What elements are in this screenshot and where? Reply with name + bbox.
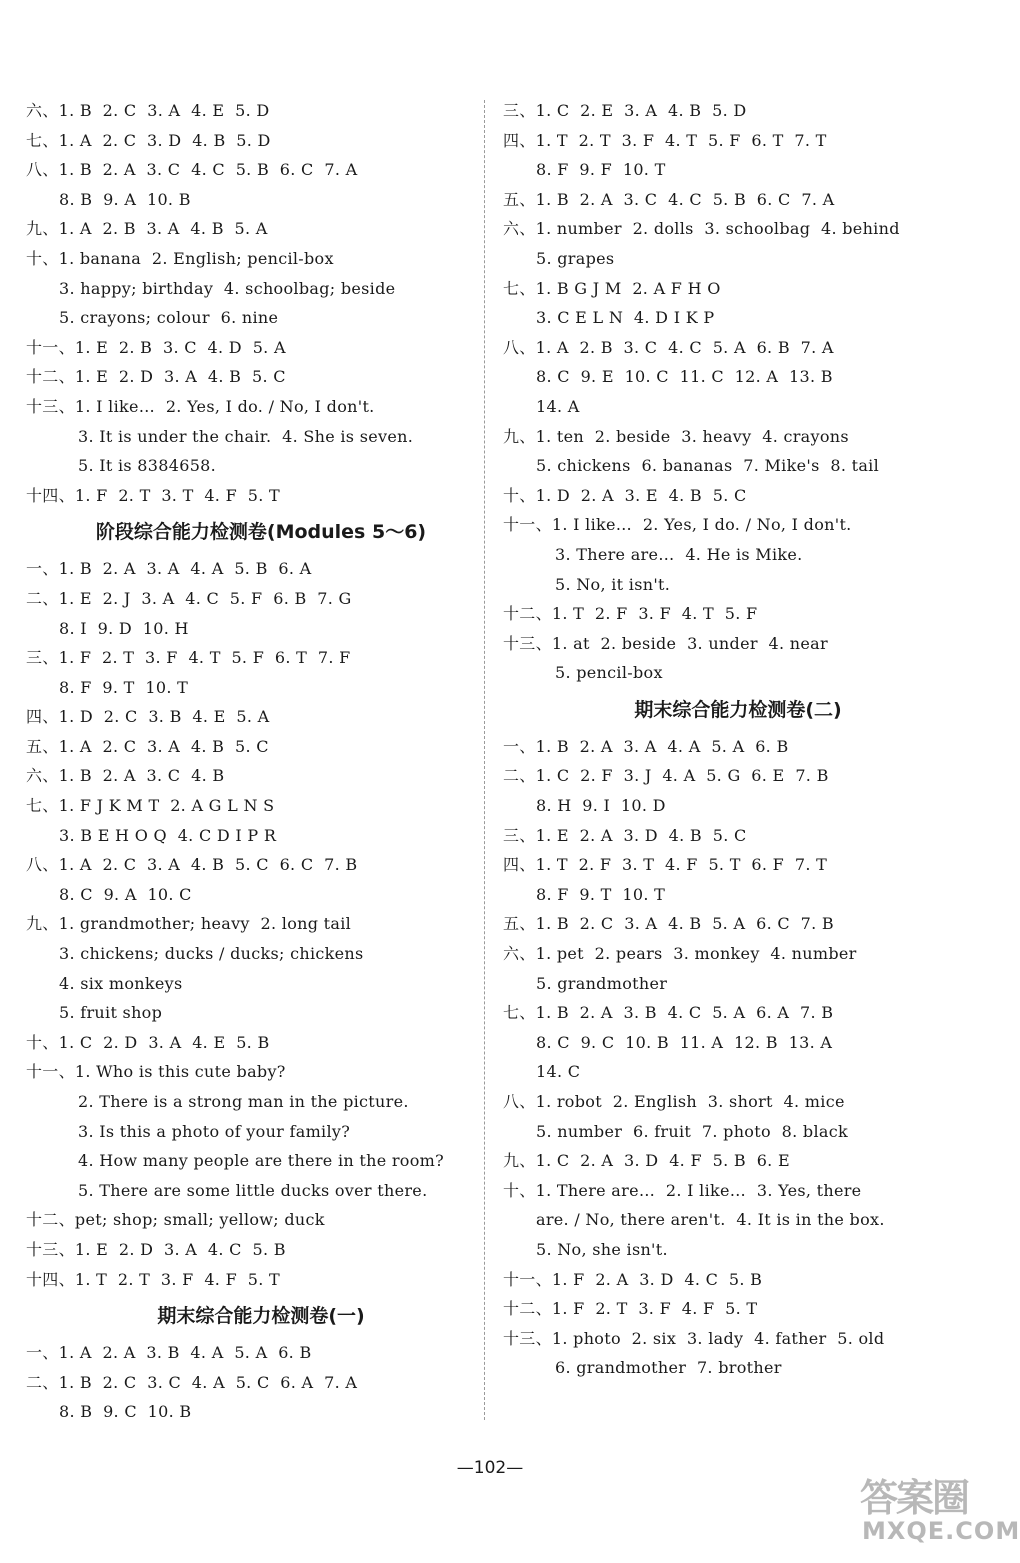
answer-line: 七、1. B 2. A 3. B 4. C 5. A 6. A 7. B — [503, 1003, 834, 1023]
answer-line: 5. grapes — [536, 248, 615, 268]
answer-line: 六、1. B 2. A 3. C 4. B — [26, 766, 225, 786]
answer-line: 8. B 9. A 10. B — [59, 189, 191, 209]
answer-line: 八、1. robot 2. English 3. short 4. mice — [503, 1092, 845, 1111]
answer-line: 三、1. F 2. T 3. F 4. T 5. F 6. T 7. F — [26, 648, 351, 668]
answer-line: 四、1. T 2. T 3. F 4. T 5. F 6. T 7. T — [503, 130, 827, 150]
answer-line: 14. A — [536, 396, 580, 416]
watermark-main-text: 答案圈 — [860, 1476, 969, 1520]
answer-line: 四、1. D 2. C 3. B 4. E 5. A — [26, 707, 270, 727]
answer-line: 8. I 9. D 10. H — [59, 618, 189, 638]
answer-line: 十一、1. F 2. A 3. D 4. C 5. B — [503, 1269, 763, 1289]
answer-line: 3. happy; birthday 4. schoolbag; beside — [59, 278, 396, 298]
answer-line: 十一、1. Who is this cute baby? — [26, 1062, 286, 1082]
answer-line: 十三、1. E 2. D 3. A 4. C 5. B — [26, 1239, 286, 1259]
answer-line: 5. pencil-box — [555, 663, 663, 683]
answer-line: 一、1. B 2. A 3. A 4. A 5. A 6. B — [503, 736, 789, 756]
answer-line: 六、1. number 2. dolls 3. schoolbag 4. behind — [503, 219, 900, 239]
page-number: —102— — [456, 1458, 524, 1478]
answer-line: 二、1. E 2. J 3. A 4. C 5. F 6. B 7. G — [26, 588, 352, 608]
answer-line: 十、1. banana 2. English; pencil-box — [26, 248, 334, 268]
answer-line: 十、1. D 2. A 3. E 4. B 5. C — [503, 485, 747, 505]
answer-line: 八、1. A 2. B 3. C 4. C 5. A 6. B 7. A — [503, 337, 834, 357]
answer-line: 七、1. F J K M T 2. A G L N S — [26, 796, 275, 816]
answer-line: 三、1. E 2. A 3. D 4. B 5. C — [503, 825, 747, 845]
answer-line: 六、1. pet 2. pears 3. monkey 4. number — [503, 944, 857, 964]
answer-line: 一、1. B 2. A 3. A 4. A 5. B 6. A — [26, 559, 312, 579]
section-heading: 期末综合能力检测卷(一) — [157, 1305, 365, 1328]
answer-line: 十、1. There are… 2. I like… 3. Yes, there — [503, 1180, 862, 1200]
answer-line: 六、1. B 2. C 3. A 4. E 5. D — [26, 101, 270, 120]
answer-line: 5. grandmother — [536, 973, 668, 993]
answer-line: 十四、1. F 2. T 3. T 4. F 5. T — [26, 485, 280, 505]
answer-line: 十二、1. F 2. T 3. F 4. F 5. T — [503, 1299, 758, 1319]
answer-line: 九、1. ten 2. beside 3. heavy 4. crayons — [503, 426, 849, 446]
answer-line: 七、1. A 2. C 3. D 4. B 5. D — [26, 130, 271, 150]
answer-line: 4. How many people are there in the room? — [78, 1151, 445, 1171]
answer-line: 5. There are some little ducks over there. — [78, 1180, 428, 1200]
column-divider — [484, 100, 485, 1420]
answer-line: 8. C 9. C 10. B 11. A 12. B 13. A — [536, 1032, 833, 1052]
answer-line: 8. F 9. F 10. T — [536, 160, 666, 180]
answer-line: 十三、1. at 2. beside 3. under 4. near — [503, 633, 828, 653]
section-heading: 阶段综合能力检测卷(Modules 5～6) — [95, 521, 427, 544]
answer-line: 14. C — [536, 1062, 581, 1082]
answer-line: 3. B E H O Q 4. C D I P R — [59, 825, 277, 845]
answer-line: 8. C 9. E 10. C 11. C 12. A 13. B — [536, 367, 833, 387]
answer-line: 十二、pet; shop; small; yellow; duck — [26, 1210, 325, 1230]
answer-line: 三、1. C 2. E 3. A 4. B 5. D — [503, 101, 747, 120]
answer-line: 8. B 9. C 10. B — [59, 1402, 192, 1422]
answer-line: 5. No, it isn't. — [555, 574, 671, 594]
answer-line: 九、1. A 2. B 3. A 4. B 5. A — [26, 219, 268, 239]
answer-line: 3. chickens; ducks / ducks; chickens — [59, 944, 364, 964]
answer-line: 十三、1. I like… 2. Yes, I do. / No, I don't. — [26, 396, 375, 416]
answer-line: 十三、1. photo 2. six 3. lady 4. father 5. old — [503, 1328, 885, 1348]
answer-line: 2. There is a strong man in the picture. — [78, 1092, 409, 1111]
answer-line: 8. C 9. A 10. C — [59, 884, 192, 904]
answer-line: 五、1. B 2. C 3. A 4. B 5. A 6. C 7. B — [503, 914, 834, 934]
answer-line: 8. F 9. T 10. T — [536, 884, 666, 904]
answer-line: 一、1. A 2. A 3. B 4. A 5. A 6. B — [26, 1343, 312, 1363]
answer-line: 8. H 9. I 10. D — [536, 796, 666, 816]
answer-line: 十二、1. T 2. F 3. F 4. T 5. F — [503, 604, 758, 624]
answer-line: 十二、1. E 2. D 3. A 4. B 5. C — [26, 367, 286, 387]
answer-line: 十四、1. T 2. T 3. F 4. F 5. T — [26, 1269, 280, 1289]
answer-line: are. / No, there aren't. 4. It is in the box. — [536, 1210, 885, 1230]
answer-line: 3. There are… 4. He is Mike. — [555, 544, 803, 564]
answer-line: 4. six monkeys — [59, 973, 183, 993]
answer-line: 3. Is this a photo of your family? — [78, 1121, 351, 1141]
answer-line: 5. It is 8384658. — [78, 456, 217, 476]
left-answer-column — [26, 96, 476, 1427]
answer-line: 五、1. A 2. C 3. A 4. B 5. C — [26, 736, 269, 756]
answer-line: 八、1. B 2. A 3. C 4. C 5. B 6. C 7. A — [26, 160, 358, 180]
answer-line: 5. number 6. fruit 7. photo 8. black — [536, 1121, 848, 1141]
answer-line: 九、1. C 2. A 3. D 4. F 5. B 6. E — [503, 1151, 790, 1171]
answer-line: 九、1. grandmother; heavy 2. long tail — [26, 914, 352, 934]
answer-line: 8. F 9. T 10. T — [59, 677, 189, 697]
answer-line: 五、1. B 2. A 3. C 4. C 5. B 6. C 7. A — [503, 189, 835, 209]
answer-line: 5. No, she isn't. — [536, 1239, 668, 1259]
answer-line: 十、1. C 2. D 3. A 4. E 5. B — [26, 1032, 270, 1052]
answer-line: 5. chickens 6. bananas 7. Mike's 8. tail — [536, 456, 880, 476]
right-answer-column — [503, 96, 973, 1383]
answer-line: 十一、1. I like… 2. Yes, I do. / No, I don't. — [503, 515, 852, 535]
answer-line: 十一、1. E 2. B 3. C 4. D 5. A — [26, 337, 286, 357]
watermark-sub-text: MXQE.COM — [862, 1517, 1020, 1545]
answer-line: 3. C E L N 4. D I K P — [536, 308, 715, 328]
answer-line: 5. crayons; colour 6. nine — [59, 308, 279, 328]
answer-line: 6. grandmother 7. brother — [555, 1358, 782, 1378]
answer-line: 八、1. A 2. C 3. A 4. B 5. C 6. C 7. B — [26, 855, 358, 875]
answer-line: 二、1. C 2. F 3. J 4. A 5. G 6. E 7. B — [503, 766, 829, 786]
section-heading: 期末综合能力检测卷(二) — [634, 698, 842, 721]
answer-line: 七、1. B G J M 2. A F H O — [503, 278, 721, 298]
answer-line: 四、1. T 2. F 3. T 4. F 5. T 6. F 7. T — [503, 855, 828, 875]
answer-line: 二、1. B 2. C 3. C 4. A 5. C 6. A 7. A — [26, 1372, 358, 1392]
answer-line: 3. It is under the chair. 4. She is seven. — [78, 426, 414, 446]
answer-line: 5. fruit shop — [59, 1003, 163, 1023]
watermark-logo — [850, 1463, 1020, 1555]
